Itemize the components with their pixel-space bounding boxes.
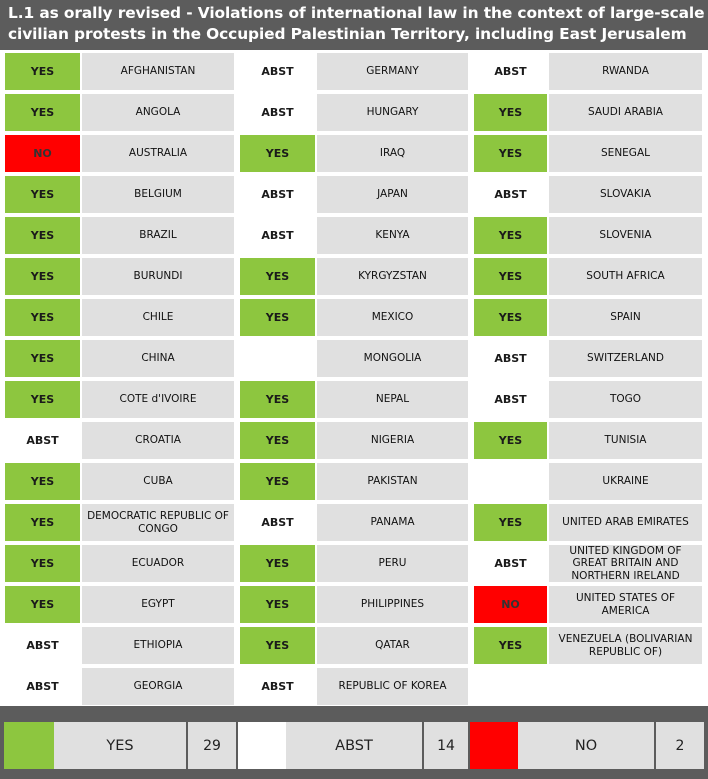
vote-cell-qatar: YES xyxy=(240,627,315,664)
country-name-ethiopia: ETHIOPIA xyxy=(82,627,234,664)
country-name-panama: PANAMA xyxy=(317,504,468,541)
vote-cell-angola: YES xyxy=(5,94,80,131)
country-name-spain: SPAIN xyxy=(549,299,702,336)
country-name-slovakia: SLOVAKIA xyxy=(549,176,702,213)
legend-swatch-no xyxy=(470,722,518,769)
vote-cell-afghanistan: YES xyxy=(5,53,80,90)
vote-cell-pakistan: YES xyxy=(240,463,315,500)
country-name-slovenia: SLOVENIA xyxy=(549,217,702,254)
vote-cell-tunisia: YES xyxy=(474,422,547,459)
vote-cell-panama: ABST xyxy=(240,504,315,541)
country-name-nepal: NEPAL xyxy=(317,381,468,418)
vote-cell-burundi: YES xyxy=(5,258,80,295)
vote-cell-slovenia: YES xyxy=(474,217,547,254)
title-line-1: L.1 as orally revised - Violations of international law in the context of large-scale xyxy=(8,4,705,22)
legend-swatch-abst xyxy=(238,722,286,769)
country-name-japan: JAPAN xyxy=(317,176,468,213)
vote-cell-brazil: YES xyxy=(5,217,80,254)
country-name-ukraine: UKRAINE xyxy=(549,463,702,500)
country-name-senegal: SENEGAL xyxy=(549,135,702,172)
country-name-united-arab-emirates: UNITED ARAB EMIRATES xyxy=(549,504,702,541)
country-name-kenya: KENYA xyxy=(317,217,468,254)
country-name-democratic-republic-of-congo: DEMOCRATIC REPUBLIC OF CONGO xyxy=(82,504,234,541)
country-name-mexico: MEXICO xyxy=(317,299,468,336)
vote-cell-philippines: YES xyxy=(240,586,315,623)
vote-grid xyxy=(0,50,708,706)
totals-bar xyxy=(0,706,708,779)
country-name-venezuela-bolivarian-republic-of: VENEZUELA (BOLIVARIAN REPUBLIC OF) xyxy=(549,627,702,664)
vote-cell-nigeria: YES xyxy=(240,422,315,459)
country-name-togo: TOGO xyxy=(549,381,702,418)
country-name-germany: GERMANY xyxy=(317,53,468,90)
vote-cell-kyrgyzstan: YES xyxy=(240,258,315,295)
country-name-united-kingdom-of-great-britain-and-northern-ireland: UNITED KINGDOM OF GREAT BRITAIN AND NORTHERN IRELAND xyxy=(549,545,702,582)
vote-cell-united-states-of-america: NO xyxy=(474,586,547,623)
vote-cell-croatia: ABST xyxy=(5,422,80,459)
country-name-nigeria: NIGERIA xyxy=(317,422,468,459)
legend-swatch-yes xyxy=(4,722,54,769)
country-name-belgium: BELGIUM xyxy=(82,176,234,213)
resolution-title xyxy=(0,0,708,50)
vote-cell-united-arab-emirates: YES xyxy=(474,504,547,541)
vote-cell-spain: YES xyxy=(474,299,547,336)
total-count-abst: 14 xyxy=(437,737,455,754)
vote-cell-cuba: YES xyxy=(5,463,80,500)
country-name-switzerland: SWITZERLAND xyxy=(549,340,702,377)
vote-cell-peru: YES xyxy=(240,545,315,582)
vote-cell-australia: NO xyxy=(5,135,80,172)
country-name-kyrgyzstan: KYRGYZSTAN xyxy=(317,258,468,295)
country-name-pakistan: PAKISTAN xyxy=(317,463,468,500)
vote-cell-chile: YES xyxy=(5,299,80,336)
vote-cell-saudi-arabia: YES xyxy=(474,94,547,131)
country-name-ecuador: ECUADOR xyxy=(82,545,234,582)
vote-cell-republic-of-korea: ABST xyxy=(240,668,315,705)
vote-cell-ecuador: YES xyxy=(5,545,80,582)
country-name-rwanda: RWANDA xyxy=(549,53,702,90)
vote-cell-japan: ABST xyxy=(240,176,315,213)
vote-cell-united-kingdom-of-great-britain-and-northern-ireland: ABST xyxy=(474,545,547,582)
country-name-brazil: BRAZIL xyxy=(82,217,234,254)
vote-cell-nepal: YES xyxy=(240,381,315,418)
vote-cell-cote-d-ivoire: YES xyxy=(5,381,80,418)
vote-cell-hungary: ABST xyxy=(240,94,315,131)
vote-cell-togo: ABST xyxy=(474,381,547,418)
country-name-chile: CHILE xyxy=(82,299,234,336)
country-name-cuba: CUBA xyxy=(82,463,234,500)
vote-cell-switzerland: ABST xyxy=(474,340,547,377)
vote-cell-venezuela-bolivarian-republic-of: YES xyxy=(474,627,547,664)
country-name-mongolia: MONGOLIA xyxy=(317,340,468,377)
legend-label-no: NO xyxy=(574,737,598,754)
legend-label-yes: YES xyxy=(106,737,134,754)
vote-cell-egypt: YES xyxy=(5,586,80,623)
vote-cell-ukraine xyxy=(474,463,547,500)
country-name-egypt: EGYPT xyxy=(82,586,234,623)
country-name-croatia: CROATIA xyxy=(82,422,234,459)
country-name-afghanistan: AFGHANISTAN xyxy=(82,53,234,90)
vote-cell-china: YES xyxy=(5,340,80,377)
vote-cell-slovakia: ABST xyxy=(474,176,547,213)
vote-cell-kenya: ABST xyxy=(240,217,315,254)
vote-cell-germany: ABST xyxy=(240,53,315,90)
total-count-no: 2 xyxy=(675,737,685,754)
vote-cell-south-africa: YES xyxy=(474,258,547,295)
vote-cell-mexico: YES xyxy=(240,299,315,336)
vote-cell-georgia: ABST xyxy=(5,668,80,705)
country-name-cote-d-ivoire: COTE d'IVOIRE xyxy=(82,381,234,418)
vote-cell-iraq: YES xyxy=(240,135,315,172)
total-count-yes: 29 xyxy=(203,737,221,754)
vote-cell-mongolia xyxy=(240,340,315,377)
vote-cell-ethiopia: ABST xyxy=(5,627,80,664)
country-name-angola: ANGOLA xyxy=(82,94,234,131)
vote-cell-democratic-republic-of-congo: YES xyxy=(5,504,80,541)
vote-cell-rwanda: ABST xyxy=(474,53,547,90)
country-name-peru: PERU xyxy=(317,545,468,582)
country-name-philippines: PHILIPPINES xyxy=(317,586,468,623)
legend-label-abst: ABST xyxy=(335,737,373,754)
totals-row xyxy=(4,722,704,769)
country-name-australia: AUSTRALIA xyxy=(82,135,234,172)
country-name-china: CHINA xyxy=(82,340,234,377)
country-name-south-africa: SOUTH AFRICA xyxy=(549,258,702,295)
country-name-hungary: HUNGARY xyxy=(317,94,468,131)
country-name-iraq: IRAQ xyxy=(317,135,468,172)
country-name-united-states-of-america: UNITED STATES OF AMERICA xyxy=(549,586,702,623)
country-name-republic-of-korea: REPUBLIC OF KOREA xyxy=(317,668,468,705)
country-name-burundi: BURUNDI xyxy=(82,258,234,295)
country-name-tunisia: TUNISIA xyxy=(549,422,702,459)
country-name-qatar: QATAR xyxy=(317,627,468,664)
country-name-georgia: GEORGIA xyxy=(82,668,234,705)
vote-cell-senegal: YES xyxy=(474,135,547,172)
title-line-2: civilian protests in the Occupied Palestinian Territory, including East Jerusalem xyxy=(8,25,687,43)
country-name-saudi-arabia: SAUDI ARABIA xyxy=(549,94,702,131)
vote-cell-belgium: YES xyxy=(5,176,80,213)
